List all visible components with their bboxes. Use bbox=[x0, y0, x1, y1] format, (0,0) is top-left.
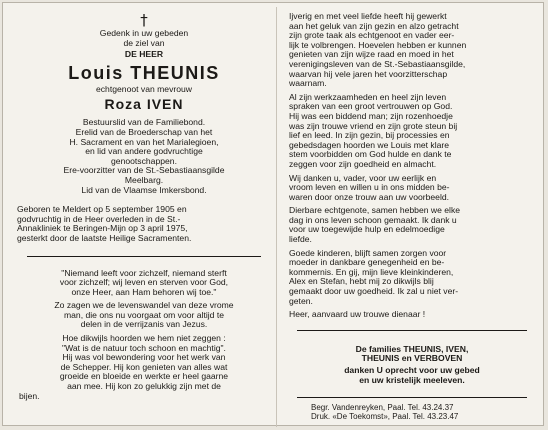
left-panel bbox=[17, 3, 271, 425]
right-paragraph-2: Al zijn werkzaamheden en heel zijn leven spraken van een groot vertrouwen op God. Hij was een biddend man; zijn rozenhoedje was zijn trouwe vriend en zijn grote steun bij lief en leed. In zijn gezin, bij processies en gebedsdagen hoorden we Louis met klare stem voorbidden om God hulde en dank te zeggen voor zijn goedheid en almacht. bbox=[289, 91, 458, 169]
scripture-quote: "Niemand leeft voor zichzelf, niemand sterft voor zichzelf; wij leven en sterven voor God, onze Heer, aan Ham behoren wij toe." bbox=[59, 267, 229, 297]
paragraph-3: Hoe dikwijls hoorden we hem niet zeggen : "Wat is de natuur toch schoon en machtig". Hij was vol bewondering voor het werk van de Schepper. Hij kon genieten van alles wat groeide en bloeide en werkte er heel gaarne aan mee. Hij kon zo gelukkig zijn met de bijen. bbox=[19, 333, 229, 401]
divider bbox=[27, 256, 261, 257]
right-panel bbox=[289, 3, 535, 425]
cross-icon: † bbox=[140, 11, 148, 29]
families: De families THEUNIS, IVEN, THEUNIS en VERBOVEN bbox=[355, 343, 469, 364]
right-paragraph-4: Dierbare echtgenote, samen hebben we elke dag in ons leven schoon gemaakt. Ik dank u voor uw toegewijde hulp en edelmoedige liefde. bbox=[289, 205, 461, 245]
divider bbox=[297, 330, 527, 331]
fold-line bbox=[276, 7, 277, 427]
birth-death-text: Geboren te Meldert op 5 september 1905 en godvruchtig in de Heer overleden in de St.- Annakliniek te Beringen-Mijn op 3 april 1975, gesterkt door de laatste Heilige Sacramenten. bbox=[17, 204, 192, 243]
printer-credits: Begr. Vandenreyken, Paal. Tel. 43.24.37 Druk. «De Toekomst», Paal. Tel. 43.23.47 bbox=[311, 403, 459, 422]
memorial-card bbox=[2, 2, 544, 426]
titles: Bestuurslid van de Familiebond. Erelid van de Broederschap van het H. Sacrament en van het Marialegioen, en lid van andere godvruchtige genootschappen. Ere-voorzitter van de St.-Sebastiaansgilde Meelbarg. Lid van de Vlaamse Imkersbond. bbox=[63, 117, 225, 195]
right-paragraph-3: Wij danken u, vader, voor uw eerlijk en vroom leven en willen u in ons midden be- waren door onze trouw aan uw voorbeeld. bbox=[289, 172, 450, 202]
deceased-name: Louis THEUNIS bbox=[68, 62, 220, 83]
spouse-name: Roza IVEN bbox=[104, 96, 184, 113]
paragraph-2: Zo zagen we de levenswandel van deze vrome man, die ons nu voorgaat om voor altijd te delen in de verrijzanis van Jezus. bbox=[54, 300, 234, 330]
right-paragraph-1: Ijverig en met veel liefde heeft hij gewerkt aan het geluk van zijn gezin en alzo getracht zijn grote taak als echtgenoot en vader eer- lijk te volbrengen. Hoevelen hebben er kunnen genieten van zijn wijze raad en moed in het verenigingsleven van de St.-Sebastiaansgilde, waarvan hij vele jaren het voorzitterschap waarnam. bbox=[289, 11, 467, 89]
divider bbox=[297, 397, 527, 398]
thanks: danken U oprecht voor uw gebed en uw kristelijk meeleven. bbox=[344, 365, 480, 385]
right-paragraph-5: Goede kinderen, blijft samen zorgen voor moeder in dankbare genegenheid en be- kommernis. En gij, mijn lieve kleinkinderen, Alex en Stefan, hebt mij zo dikwijls blij gemaakt door uw goedheid. Ik zal u niet ver- geten. bbox=[289, 247, 459, 306]
closing-prayer: Heer, aanvaard uw trouwe dienaar ! bbox=[289, 309, 426, 320]
intro: Gedenk in uw gebeden de ziel van DE HEER bbox=[99, 28, 189, 60]
spouse-intro: echtgenoot van mevrouw bbox=[95, 83, 193, 94]
